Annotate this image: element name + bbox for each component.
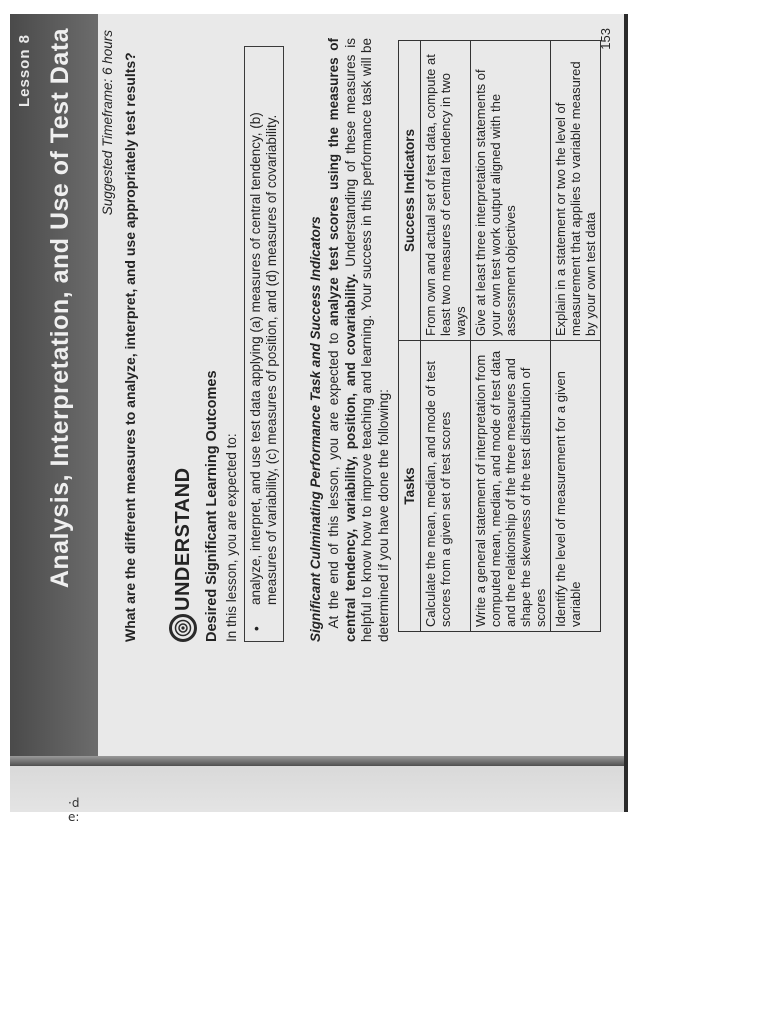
indicator-cell: From own and actual set of test data, compute at least two measures of central tendency in two ways — [421, 41, 471, 341]
bullet-icon: • — [249, 626, 264, 631]
scan-edge — [624, 14, 628, 812]
indicators-column-header: Success Indicators — [399, 41, 421, 341]
table-header-row — [399, 41, 421, 632]
facing-page-text: e: — [68, 810, 80, 824]
essential-question: What are the different measures to analyze, interpret, and use appropriately test results? — [122, 52, 138, 642]
paragraph-text-end: Understanding of these measures is helpful to know how to improve teaching and learning. Your success in this performance task will be determined if you have done the following: — [342, 38, 391, 642]
tasks-column-header: Tasks — [399, 341, 421, 632]
task-cell: Calculate the mean, median, and mode of test scores from a given set of test scores — [421, 341, 471, 632]
suggested-timeframe: Suggested Timeframe: 6 hours — [100, 30, 115, 216]
outcome-item: analyze, interpret, and use test data applying (a) measures of central tendency, (b) measures of variability, (c) measures of position, and (d) measures of covariability. — [248, 112, 279, 605]
lesson-title: Analysis, Interpretation, and Use of Test Data — [46, 28, 74, 589]
table-row — [471, 41, 551, 632]
paragraph-text-start: At the end of this lesson, you are expected to — [326, 326, 341, 629]
table-row — [421, 41, 471, 632]
indicator-cell: Give at least three interpretation statements of your own test work output aligned with the assessment objectives — [471, 41, 551, 341]
target-icon — [169, 614, 197, 642]
table-row — [551, 41, 601, 632]
lesson-header-band — [10, 14, 98, 758]
understand-section-heading — [166, 467, 200, 642]
page-number: 153 — [598, 28, 613, 50]
understand-heading: UNDERSTAND — [171, 467, 194, 611]
facing-page-strip — [10, 766, 628, 824]
performance-task-paragraph — [326, 38, 392, 642]
scanned-book-photo — [10, 14, 628, 824]
outcome-box — [244, 46, 284, 642]
outcomes-intro: In this lesson, you are expected to: — [224, 433, 239, 642]
performance-task-title: Significant Culminating Performance Task and Success Indicators — [308, 216, 323, 642]
facing-page-text: ·d — [68, 796, 80, 810]
task-cell: Identify the level of measurement for a given variable — [551, 341, 601, 632]
outcomes-title: Desired Significant Learning Outcomes — [204, 370, 220, 642]
task-cell: Write a general statement of interpretation from computed mean, median, and mode of test data and the relationship of the three measures and shape the skewness of the test distribution of scores — [471, 341, 551, 632]
book-page — [10, 14, 628, 758]
tasks-indicators-table — [398, 40, 601, 632]
paragraph-emphasis: analyze test scores using the measures of central tendency, variability, position, and covariability. — [326, 38, 358, 642]
lesson-number-label: Lesson 8 — [16, 34, 33, 108]
indicator-cell: Explain in a statement or two the level of measurement that applies to variable measured by your own test data — [551, 41, 601, 341]
